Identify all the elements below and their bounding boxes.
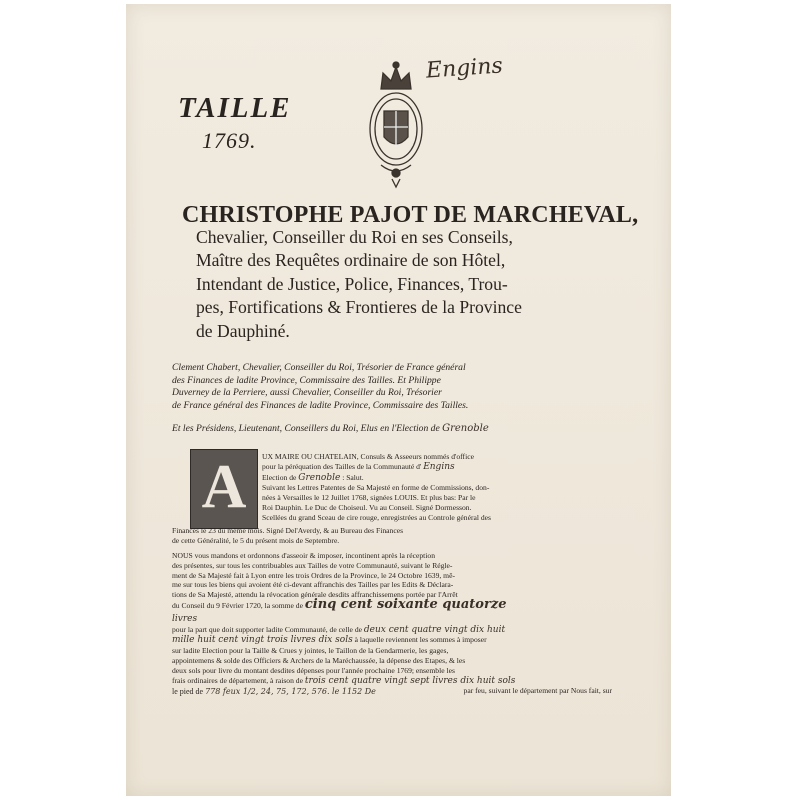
elus-line — [172, 423, 489, 434]
body-text: frais ordinaires de département, à raison de — [172, 675, 303, 685]
title-line: Maître des Requêtes ordinaire de son Hôtel, — [196, 250, 506, 271]
handwritten-signature: Engins — [425, 53, 504, 84]
handwritten-sum: cinq cent soixante quatorze — [304, 596, 507, 612]
commissioners-paragraph — [172, 362, 640, 413]
body-text: Election de — [262, 472, 297, 482]
address-paragraph — [262, 452, 607, 523]
handwritten-community: Engins — [423, 461, 455, 472]
document-year: 1769. — [202, 128, 257, 153]
body-line: Roi Dauphin. Le Duc de Choiseul. Vu au Conseil. Signé Dormesson. — [262, 502, 472, 512]
handwritten-sum: deux cent quatre vingt dix huit — [363, 624, 506, 635]
body-line: UX MAIRE OU CHATELAIN, Consuls & Asseeurs nommés d'office — [262, 452, 474, 461]
handwritten-values: 778 feux 1/2, 24, 75, 172, 576. le 1152 De — [205, 687, 376, 696]
drop-cap-ornament — [190, 449, 258, 529]
royal-coat-of-arms-icon — [361, 59, 431, 189]
body-line — [172, 635, 612, 646]
body-line: Suivant les Lettres Patentes de Sa Majesté en forme de Commissions, don- — [262, 483, 490, 493]
ratification-paragraph — [172, 526, 612, 546]
body-line — [262, 473, 607, 484]
body-line: appointemens & solde des Officiers & Archers de la Maréchaussée, la dépense des Etapes, & les — [172, 655, 466, 665]
handwritten-sum: mille huit cent vingt trois livres dix sols — [172, 635, 353, 646]
handwritten-place: Grenoble — [298, 472, 341, 483]
body-line — [262, 462, 607, 473]
intendant-titles — [196, 226, 616, 343]
body-line: nées à Versailles le 12 Juillet 1768, signées LOUIS. Et plus bas: Par le — [262, 493, 476, 503]
document-page — [126, 4, 671, 796]
elus-text: Et les Présidens, Lieutenant, Conseillers du Roi, Elus en l'Election de — [172, 423, 440, 434]
body-line: ment de Sa Majesté fait à Lyon entre les trois Ordres de la Province, le 24 Octobre 1639, mê- — [172, 570, 455, 580]
body-line: tions de Sa Majesté, attendu la révocation générale desdits affranchissemens portée par l'Arrêt — [172, 590, 458, 600]
body-line: NOUS vous mandons et ordonnons d'asseoir & imposer, incontinent après la réception — [172, 551, 436, 560]
title-line: de Dauphiné. — [196, 320, 290, 341]
intendant-name: CHRISTOPHE PAJOT DE MARCHEVAL, — [182, 202, 639, 228]
body-line: Finances le 23 du même mois. Signé Del'Averdy, & au Bureau des Finances — [172, 526, 404, 535]
body-line — [172, 625, 612, 636]
handwritten-rate: trois cent quatre vingt sept livres dix huit sols — [304, 675, 516, 686]
commissioner-line: de France général des Finances de ladite Province, Commissaire des Tailles. — [172, 400, 469, 412]
document-title: TAILLE — [178, 92, 292, 124]
commissioner-line: Clement Chabert, Chevalier, Conseiller du Roi, Trésorier de France général — [172, 362, 466, 373]
body-line — [172, 676, 612, 687]
body-line: sur ladite Election pour la Taille & Crues y jointes, le Taillon de la Gendarmerie, les gages, — [172, 646, 449, 656]
body-line: par feu, suivant le département par Nous fait, sur — [463, 686, 612, 696]
body-line: Scellées du grand Sceau de cire rouge, enregistrées au Controle général des — [262, 512, 491, 522]
pied-line — [172, 687, 376, 696]
title-line: Intendant de Justice, Police, Finances, Trou- — [196, 273, 508, 294]
body-text: pour la part que doit supporter ladite Communauté, de celle de — [172, 624, 362, 634]
body-text: pour la péréquation des Tailles de la Communauté d' — [262, 461, 422, 471]
body-line: deux sols pour livre du montant desdites dépenses pour l'année prochaine 1769; ensemble les — [172, 665, 455, 675]
body-text: à laquelle reviennent les sommes à imposer — [354, 635, 487, 645]
body-text: : Salut. — [342, 472, 364, 482]
title-line: pes, Fortifications & Frontieres de la Province — [196, 297, 522, 318]
commissioner-line: des Finances de ladite Province, Commissaire des Tailles. Et Philippe — [172, 374, 441, 386]
order-paragraph — [172, 551, 612, 696]
handwritten-livres: livres — [172, 613, 198, 624]
body-line: des présentes, sur tous les contribuables aux Tailles de votre Communauté, suivant le Régle- — [172, 560, 453, 570]
body-line: de cette Généralité, le 5 du présent mois de Septembre. — [172, 535, 340, 545]
title-line: Chevalier, Conseiller du Roi en ses Conseils, — [196, 227, 513, 247]
body-text: du Conseil du 9 Février 1720, la somme de — [172, 600, 303, 610]
drop-cap-letter: A — [201, 453, 247, 521]
body-text: le pied de — [172, 687, 204, 696]
commissioner-line: Duverney de la Perriere, aussi Chevalier, Conseiller du Roi, Trésorier — [172, 387, 442, 399]
handwritten-place: Grenoble — [442, 423, 489, 434]
body-line — [172, 596, 612, 612]
body-line — [172, 614, 612, 625]
body-line: me sur tous les biens qui avoient été ci-devant affranchis des Tailles par les Edits & Déclara- — [172, 580, 454, 590]
